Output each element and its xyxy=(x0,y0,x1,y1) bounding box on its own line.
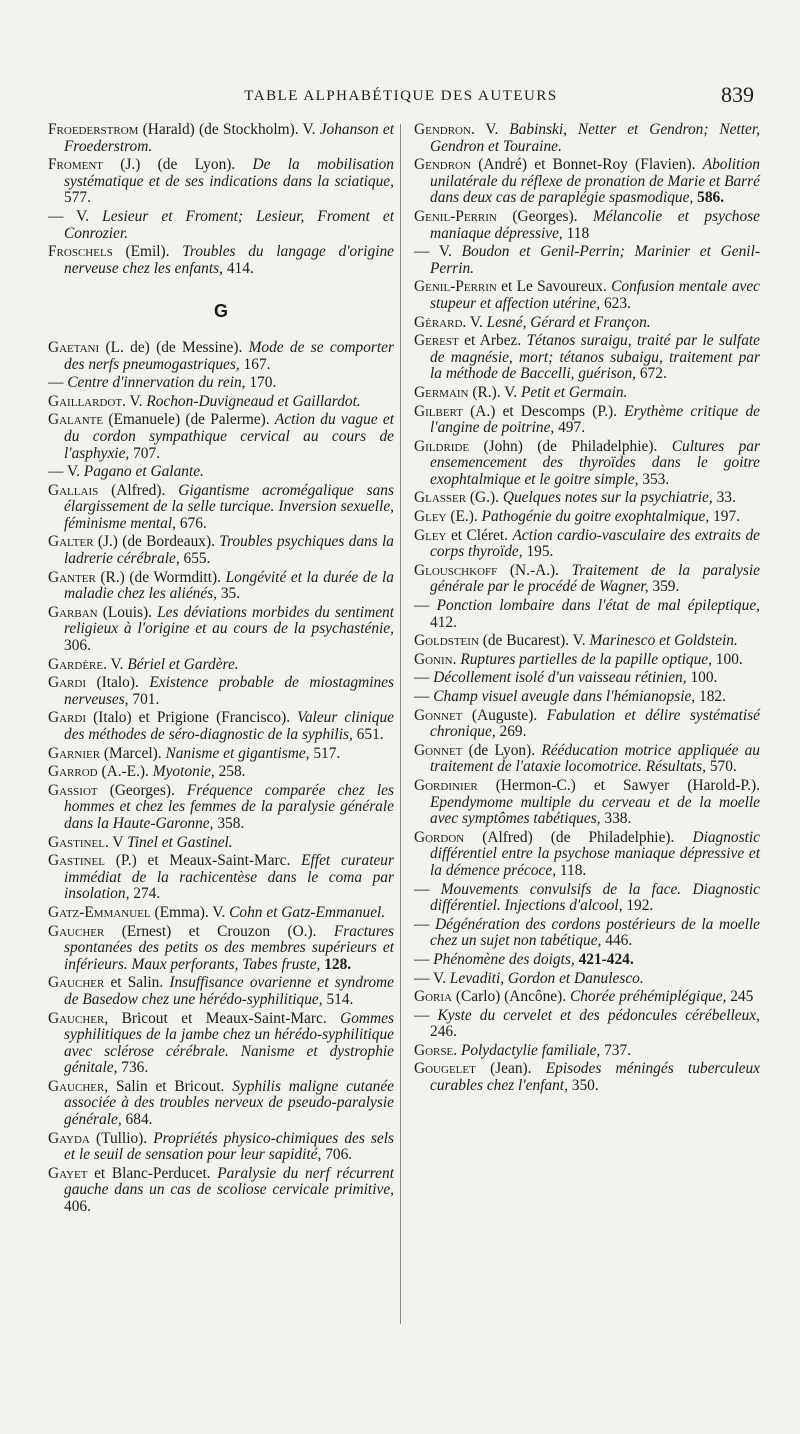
work-title: Rochon-Duvigneaud et Gaillardot. xyxy=(146,392,361,410)
work-title: Action du vague et du cordon sympathique cervical au cours de l'asphyxie, xyxy=(64,411,394,462)
entry-text: (J.) (de Bordeaux). xyxy=(93,533,220,551)
work-title: Décollement isolé d'un vaisseau rétinien, xyxy=(433,669,687,687)
entry-text: (P.) et Meaux-Saint-Marc. xyxy=(104,852,302,870)
page-reference: 623. xyxy=(600,294,631,312)
index-entry xyxy=(414,439,760,489)
page-reference: 414. xyxy=(223,259,254,277)
index-entry xyxy=(414,882,760,915)
page-reference: 245 xyxy=(726,988,754,1006)
entry-text: — xyxy=(48,374,68,392)
work-title: Tinel et Gastinel. xyxy=(127,833,233,851)
work-title: Longévité et la durée de la maladie chez les aliénés, xyxy=(64,568,394,603)
work-title: Fabulation et délire systématisé chronique, xyxy=(430,706,761,741)
author-name: Gaucher xyxy=(48,1009,105,1027)
author-name: Garban xyxy=(48,603,98,621)
entry-text: (J.) (de Lyon). xyxy=(103,156,253,174)
index-entry xyxy=(48,483,394,533)
page-reference: 338. xyxy=(600,810,632,828)
index-entry xyxy=(414,157,760,207)
author-name: Gastinel xyxy=(48,833,105,851)
page-reference: 672. xyxy=(636,365,667,383)
page-reference: 35. xyxy=(217,585,241,603)
index-entry xyxy=(414,1043,760,1060)
work-title: Mode de se comporter des nerfs pneumogastriques, xyxy=(64,338,394,373)
author-name: Gonin xyxy=(414,650,453,668)
author-name: Galter xyxy=(48,533,94,551)
page-reference: 33. xyxy=(712,489,736,507)
page-reference: 100. xyxy=(711,650,743,668)
entry-text: (Alfred) (de Philadelphie). xyxy=(464,828,693,846)
index-entry xyxy=(48,209,394,242)
index-entry xyxy=(414,670,760,687)
work-title: Johanson et Froederstrom. xyxy=(64,121,394,155)
index-entry xyxy=(414,333,760,383)
index-entry xyxy=(414,490,760,507)
entry-text: et Cléret. xyxy=(446,526,513,544)
index-entry xyxy=(414,778,760,828)
work-title: Les déviations morbides du sentiment religieux à l'origine et au cours de la psychasténie, xyxy=(64,603,394,638)
index-entry xyxy=(414,563,760,596)
index-entry xyxy=(48,534,394,567)
author-name: Glasser xyxy=(414,489,467,507)
entry-text: (G.). xyxy=(466,489,503,507)
index-entry xyxy=(414,122,760,155)
entry-text: (Georges). xyxy=(496,207,594,225)
entry-text: (Georges). xyxy=(97,781,187,799)
index-entry xyxy=(414,652,760,669)
work-title: Paralysie du nerf récurrent gauche dans un cas de scoliose cervicale primitive, xyxy=(64,1164,394,1199)
entry-text: (Jean). xyxy=(475,1060,546,1078)
entry-text: (Alfred). xyxy=(98,481,179,499)
page-reference: 246. xyxy=(430,1023,457,1041)
page-reference: 737. xyxy=(600,1041,632,1059)
author-name: Gatz-Emmanuel xyxy=(48,903,151,921)
work-title: Gigantisme acromégalique sans élargissement de la selle turcique. Inversion sexuelle, féminisme mental, xyxy=(64,481,394,532)
author-name: Gayda xyxy=(48,1129,90,1147)
index-entry xyxy=(48,1131,394,1164)
index-entry xyxy=(414,952,760,969)
entry-text: , Bricout et Meaux-Saint-Marc. xyxy=(104,1009,341,1027)
page-reference: 406. xyxy=(64,1198,91,1216)
work-title: Fréquence comparée chez les hommes et chez les femmes de la paralysie générale dans la Haute-Garonne, xyxy=(64,781,394,832)
author-name: Gaetani xyxy=(48,338,100,356)
index-entry xyxy=(414,708,760,741)
author-name: Garrod xyxy=(48,763,98,781)
author-name: Glouschkoff xyxy=(414,561,498,579)
page-reference: 197. xyxy=(709,508,741,526)
entry-text: (Italo). xyxy=(86,674,150,692)
index-entry xyxy=(48,605,394,655)
entry-text: (R.) (de Wormditt). xyxy=(95,568,226,586)
work-title: Champ visuel aveugle dans l'hémianopsie, xyxy=(433,688,696,705)
author-name: Garnier xyxy=(48,744,101,762)
author-name: Gaucher xyxy=(48,1077,105,1095)
index-entry xyxy=(48,975,394,1008)
page-reference: 350. xyxy=(567,1077,599,1095)
index-entry xyxy=(48,1166,394,1216)
entry-text: (Emanuele) (de Palerme). xyxy=(103,411,275,429)
entry-text: (Carlo) (Ancône). xyxy=(452,988,570,1006)
author-name: Gendron xyxy=(414,156,471,174)
author-name: Genil-Perrin xyxy=(414,278,497,296)
entry-text: . V. xyxy=(122,392,147,410)
page-reference: 684. xyxy=(121,1111,153,1129)
author-name: Gayet xyxy=(48,1164,88,1182)
entry-text: (John) (de Philadelphie). xyxy=(469,437,672,455)
page-reference: 192. xyxy=(622,897,654,915)
index-entry xyxy=(414,279,760,312)
work-title: Petit et Germain. xyxy=(520,383,628,401)
entry-text: (de Lyon). xyxy=(462,741,542,759)
index-entry xyxy=(48,1011,394,1077)
page-reference: 655. xyxy=(179,550,211,568)
work-title: Syphilis maligne cutanée associée à des troubles nerveux de pseudo-paralysie générale, xyxy=(64,1077,394,1129)
page-reference: 517. xyxy=(309,744,341,762)
page-reference: 353. xyxy=(638,470,670,488)
index-entry xyxy=(414,509,760,526)
page-reference: 358. xyxy=(213,814,245,832)
index-entry xyxy=(48,157,394,207)
page-reference: 128. xyxy=(320,955,352,973)
right-column xyxy=(414,122,760,1097)
index-entry xyxy=(48,905,394,922)
entry-text: (Harald) (de Stockholm). V. xyxy=(138,121,320,138)
index-entry xyxy=(414,689,760,706)
index-entry xyxy=(48,783,394,833)
page-reference: 274. xyxy=(129,885,161,903)
page-reference: 195. xyxy=(522,543,554,561)
index-entry xyxy=(414,244,760,277)
author-name: Froment xyxy=(48,156,104,174)
entry-text: (Tullio). xyxy=(89,1129,154,1147)
entry-text: (André) et Bonnet-Roy (Flavien). xyxy=(470,156,703,174)
work-title: Confusion mentale avec stupeur et affection utérine, xyxy=(430,278,761,312)
author-name: Gardi xyxy=(48,709,87,727)
index-entry xyxy=(48,746,394,763)
author-name: Gonnet xyxy=(414,706,463,724)
author-name: Gaucher xyxy=(48,922,105,940)
work-title: Fractures spontanées des petits os des membres supérieurs et inférieurs. Maux perforants, Tabes fruste, xyxy=(64,922,394,973)
page-reference: 701. xyxy=(128,690,160,708)
entry-text: (Italo) et Prigione (Francisco). xyxy=(86,709,298,727)
index-entry xyxy=(48,764,394,781)
author-name: Gilbert xyxy=(414,402,463,420)
entry-text: — V. xyxy=(48,207,103,225)
index-entry xyxy=(414,1008,760,1041)
author-name: Gardère xyxy=(48,655,104,673)
work-title: Abolition unilatérale du réflexe de pronation de Marie et Barré dans deux cas de paraplégie spasmodique, xyxy=(430,156,760,207)
page-reference: 118 xyxy=(562,224,590,242)
entry-text: — V. xyxy=(48,463,84,481)
entry-text: (N.-A.). xyxy=(497,561,572,579)
work-title: Episodes méningés tuberculeux curables chez l'enfant, xyxy=(430,1060,760,1095)
section-letter: G xyxy=(213,301,228,322)
entry-text: (Emil). xyxy=(112,243,183,261)
work-title: Nanisme et gigantisme, xyxy=(165,744,310,762)
work-title: Kyste du cervelet et des pédoncules cérébelleux, xyxy=(437,1006,760,1024)
page-reference: 577. xyxy=(64,189,91,207)
work-title: Pagano et Galante. xyxy=(83,463,204,481)
page-reference: 446. xyxy=(601,932,633,950)
work-title: Phénomène des doigts, xyxy=(433,950,575,968)
entry-text: — xyxy=(414,597,437,615)
entry-text: (Auguste). xyxy=(462,706,547,724)
entry-text: (Hermon-C.) et Sawyer (Harold-P.). xyxy=(477,776,760,794)
page-reference: 570. xyxy=(706,758,737,776)
author-name: Froederstrom xyxy=(48,121,139,138)
entry-text: (A.-E.). xyxy=(97,763,153,781)
page-number: 839 xyxy=(721,82,754,107)
author-name: Gley xyxy=(414,508,447,526)
entry-text: — V. xyxy=(414,243,462,261)
page-reference: 170. xyxy=(245,374,277,392)
index-entry xyxy=(48,710,394,743)
page-reference: 359. xyxy=(648,578,680,596)
index-entry xyxy=(414,743,760,776)
work-title: Valeur clinique des méthodes de séro-diagnostic de la syphilis, xyxy=(64,709,394,743)
entry-text: . xyxy=(452,650,461,668)
work-title: Babinski, Netter et Gendron; Netter, Gendron et Touraine. xyxy=(430,121,760,155)
entry-text: (Ernest) et Crouzon (O.). xyxy=(104,922,334,940)
index-entry xyxy=(48,464,394,481)
work-title: Traitement de la paralysie générale par le procédé de Wagner, xyxy=(430,561,761,596)
work-title: Tétanos suraigu, traité par le sulfate de magnésie, mort; tétanos subaigu, traitement par la méthode de Baccelli, guérison, xyxy=(430,332,761,383)
author-name: Gendron xyxy=(414,121,471,138)
page-reference: 421-424. xyxy=(574,950,634,968)
author-name: Gordon xyxy=(414,828,465,846)
index-entry xyxy=(414,830,760,880)
page-reference: 412. xyxy=(430,613,457,631)
work-title: Erythème critique de l'angine de poitrine, xyxy=(430,402,760,437)
index-entry xyxy=(414,315,760,332)
work-title: Centre d'innervation du rein, xyxy=(67,374,246,392)
work-title: Mélancolie et psychose maniaque dépressive, xyxy=(430,207,760,242)
index-entry xyxy=(414,598,760,631)
entry-text: — xyxy=(414,915,436,933)
work-title: Marinesco et Goldstein. xyxy=(589,632,738,650)
author-name: Genil-Perrin xyxy=(414,207,497,225)
index-entry xyxy=(48,570,394,603)
work-title: Levaditi, Gordon et Danulesco. xyxy=(449,969,644,987)
index-entry xyxy=(414,971,760,988)
entry-text: — xyxy=(414,950,434,968)
work-title: Gommes syphilitiques de la jambe chez un hérédo-syphilitique avec sclérose cérébrale. Nanisme et dystrophie génitale, xyxy=(64,1009,394,1077)
index-entry xyxy=(414,633,760,650)
work-title: Propriétés physico-chimiques des sels et le seuil de sensation pour leur sapidité, xyxy=(64,1129,394,1164)
index-entries-f xyxy=(48,122,394,277)
author-name: Galante xyxy=(48,411,104,429)
entry-text: . xyxy=(453,1041,461,1059)
entry-text: et Le Savoureux. xyxy=(496,278,612,296)
author-name: Gassiot xyxy=(48,781,98,799)
page-reference: 651. xyxy=(352,726,384,743)
work-title: Action cardio-vasculaire des extraits de corps thyroïde, xyxy=(430,526,760,561)
index-entry xyxy=(48,244,394,277)
author-name: Gardi xyxy=(48,674,87,692)
author-name: Gaillardot xyxy=(48,392,123,410)
work-title: Pathogénie du goitre exophtalmique, xyxy=(481,508,710,526)
index-entry xyxy=(48,375,394,392)
index-entry xyxy=(48,122,394,155)
index-entry xyxy=(48,340,394,373)
entry-text: et Salin. xyxy=(104,974,170,992)
index-entry xyxy=(414,989,760,1006)
author-name: Gorse xyxy=(414,1041,454,1059)
work-title: Bériel et Gardère. xyxy=(127,655,239,673)
work-title: Boudon et Genil-Perrin; Marinier et Genil-Perrin. xyxy=(430,243,760,277)
work-title: Polydactylie familiale, xyxy=(460,1041,601,1059)
page-reference: 100. xyxy=(686,669,718,687)
entry-text: . V. xyxy=(470,121,510,138)
index-entries-g-right xyxy=(414,122,760,1095)
left-column xyxy=(48,122,394,1218)
entry-text: (E.). xyxy=(446,508,482,526)
author-name: Gordinier xyxy=(414,776,478,794)
work-title: Effet curateur immédiat de la rachicentèse dans le coma par insolation, xyxy=(64,852,394,903)
entry-text: et Arbez. xyxy=(458,332,527,350)
author-name: Gallais xyxy=(48,481,99,499)
author-name: Gley xyxy=(414,526,447,544)
index-entry xyxy=(48,394,394,411)
entry-text: et Blanc-Perducet. xyxy=(87,1164,218,1182)
work-title: Rééducation motrice appliquée au traitement de l'ataxie locomotrice. Résultats, xyxy=(430,741,761,776)
author-name: Froschels xyxy=(48,243,113,261)
index-entry xyxy=(414,385,760,402)
entry-text: (Emma). V. xyxy=(150,903,230,921)
index-entry xyxy=(414,1061,760,1094)
work-title: Ponction lombaire dans l'état de mal épileptique, xyxy=(436,597,760,615)
work-title: Troubles psychiques dans la ladrerie cérébrale, xyxy=(64,533,394,568)
page-reference: 706. xyxy=(321,1146,353,1164)
author-name: Goldstein xyxy=(414,632,479,650)
index-entry xyxy=(48,1079,394,1129)
author-name: Gonnet xyxy=(414,741,463,759)
work-title: Quelques notes sur la psychiatrie, xyxy=(502,489,713,507)
work-title: Cultures par ensemencement des thyroïdes dans le goitre exophtalmique et le goitre simple, xyxy=(430,437,760,488)
work-title: Ruptures partielles de la papille optique, xyxy=(460,650,712,668)
author-name: Gougelet xyxy=(414,1060,476,1078)
work-title: Existence probable de miostagmines nerveuses, xyxy=(64,674,395,708)
author-name: Ganter xyxy=(48,568,96,586)
entry-text: — V. xyxy=(414,969,450,987)
work-title: Ependymome multiple du cerveau et de la moelle avec symptômes tabétiques, xyxy=(430,793,760,828)
entry-text: (Marcel). xyxy=(100,744,166,762)
entry-text: (Louis). xyxy=(97,603,158,621)
page-reference: 167. xyxy=(239,355,271,373)
entry-text: — xyxy=(414,880,441,898)
work-title: Cohn et Gatz-Emmanuel. xyxy=(229,903,386,921)
entry-text: (R.). V. xyxy=(468,383,521,401)
work-title: Diagnostic différentiel entre la psychose maniaque dépressive et la démence précoce, xyxy=(430,828,760,879)
author-name: Gaucher xyxy=(48,974,105,992)
index-entry xyxy=(48,853,394,903)
index-entry xyxy=(48,835,394,852)
page-reference: 514. xyxy=(322,990,354,1008)
index-entries-g-left xyxy=(48,340,394,1216)
index-entry xyxy=(48,412,394,462)
page-reference: 182. xyxy=(695,688,726,705)
entry-text: — xyxy=(414,1006,438,1024)
work-title: Lesieur et Froment; Lesieur, Froment et Conrozier. xyxy=(64,207,394,242)
entry-text: — xyxy=(414,688,434,705)
work-title: Lesné, Gérard et Françon. xyxy=(486,313,651,331)
index-entry xyxy=(48,924,394,974)
page-reference: 586. xyxy=(693,189,725,207)
page-reference: 258. xyxy=(214,763,246,781)
work-title: Chorée préhémiplégique, xyxy=(569,988,727,1006)
work-title: De la mobilisation systématique et de ses indications dans la sciatique, xyxy=(64,156,394,190)
author-name: Gastinel xyxy=(48,852,105,870)
page-reference: 269. xyxy=(495,723,527,741)
page-reference: 707. xyxy=(129,444,161,462)
entry-text: (L. de) (de Messine). xyxy=(99,338,249,356)
entry-text: , Salin et Bricout. xyxy=(104,1077,233,1095)
author-name: Gildride xyxy=(414,437,470,455)
running-title: TABLE ALPHABÉTIQUE DES AUTEURS xyxy=(244,88,558,104)
work-title: Dégénération des cordons postérieurs de la moelle chez un sujet non tabétique, xyxy=(430,915,760,950)
work-title: Troubles du langage d'origine nerveuse chez les enfants, xyxy=(64,243,394,277)
entry-text: . V xyxy=(104,833,128,851)
page-reference: 676. xyxy=(176,514,207,532)
author-name: Gérard xyxy=(414,313,463,331)
page-reference: 497. xyxy=(554,419,586,437)
index-entry xyxy=(414,917,760,950)
entry-text: . V. xyxy=(462,313,487,331)
page-reference: 118. xyxy=(556,861,587,879)
entry-text: . V. xyxy=(103,655,128,673)
author-name: Germain xyxy=(414,383,469,401)
page-reference: 306. xyxy=(64,637,91,655)
index-entry xyxy=(414,209,760,242)
index-entry xyxy=(414,404,760,437)
index-entry xyxy=(48,657,394,674)
work-title: Myotonie, xyxy=(152,763,215,781)
author-name: Goria xyxy=(414,988,453,1006)
entry-text: — xyxy=(414,669,434,687)
page-header xyxy=(48,82,754,112)
index-entry xyxy=(414,528,760,561)
work-title: Insuffisance ovarienne et syndrome de Basedow chez une hérédo-syphilitique, xyxy=(64,974,394,1008)
index-entry xyxy=(48,675,394,708)
entry-text: (A.) et Descomps (P.). xyxy=(462,402,625,420)
work-title: Mouvements convulsifs de la face. Diagnostic différentiel. Injections d'alcool, xyxy=(430,880,760,915)
author-name: Gerest xyxy=(414,332,459,350)
page-reference: 736. xyxy=(117,1059,149,1077)
entry-text: (de Bucarest). V. xyxy=(478,632,590,650)
